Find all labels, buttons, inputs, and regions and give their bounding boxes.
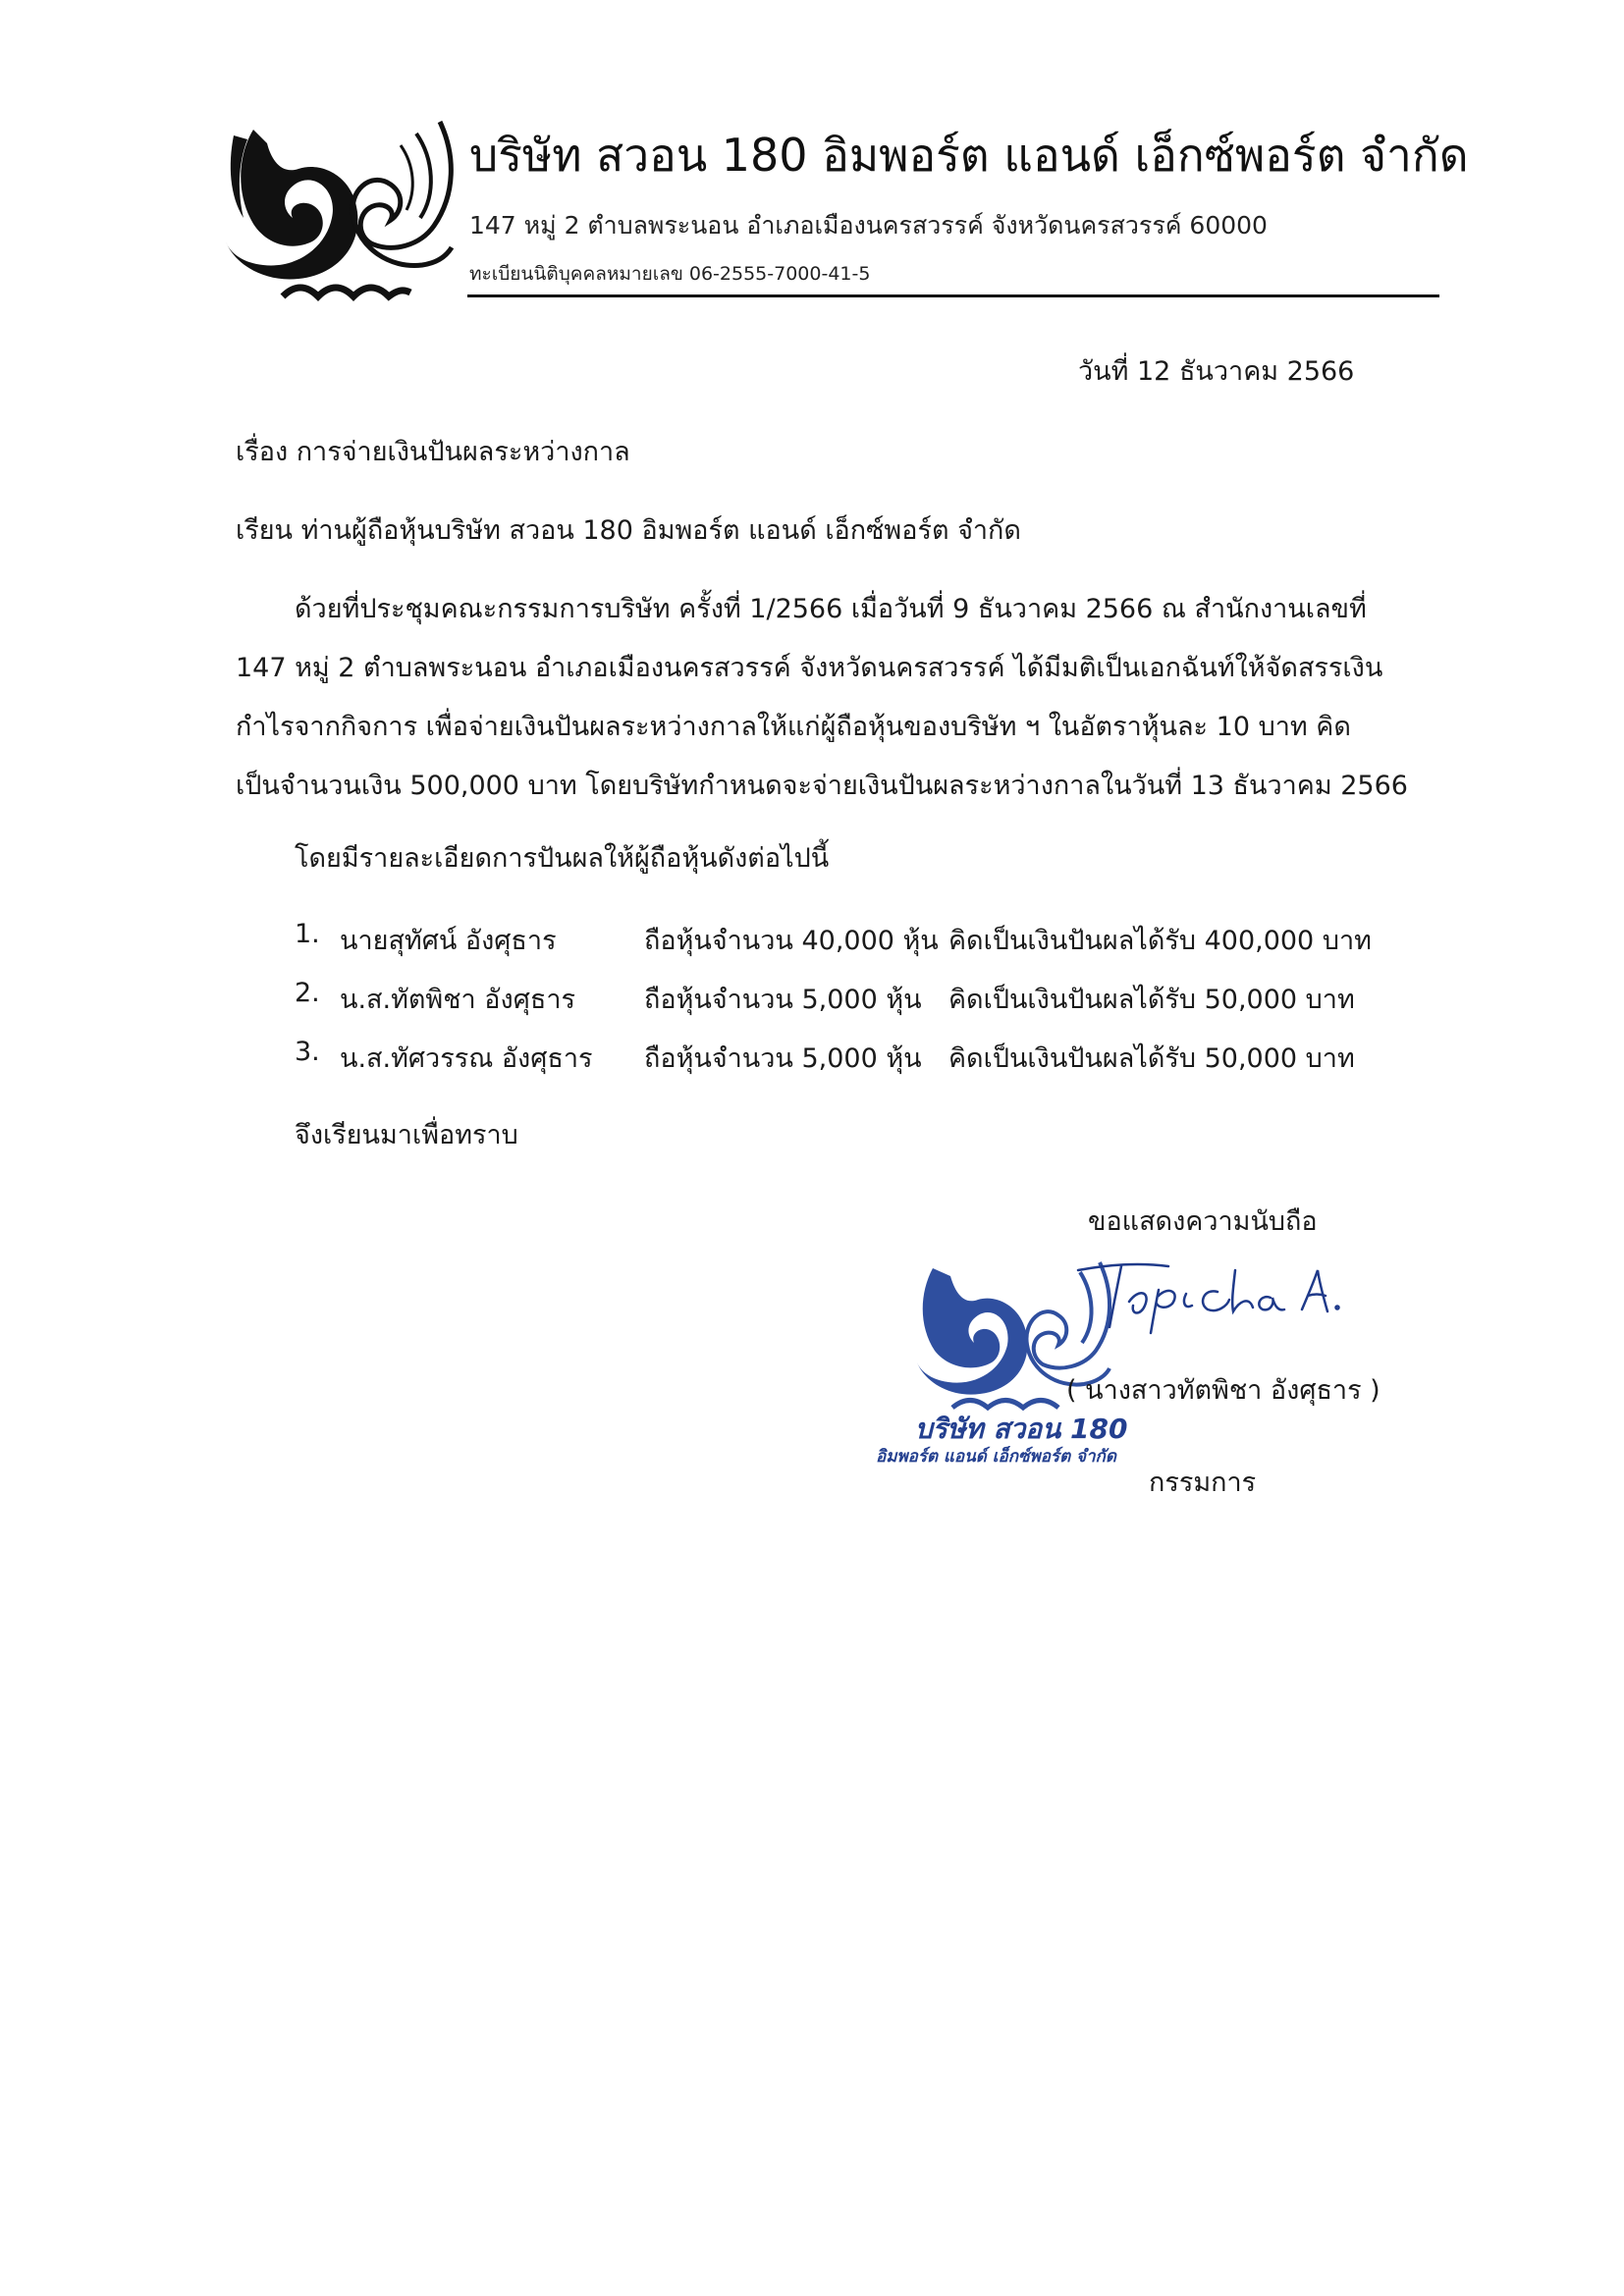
paragraph-line: 147 หมู่ 2 ตำบลพระนอน อำเภอเมืองนครสวรรค์ จังหวัดนครสวรรค์ ได้มีมติเป็นเอกฉันท์ให้จัดสรรเงิน [236, 653, 1383, 683]
shareholder-dividend: คิดเป็นเงินปันผลได้รับ 50,000 บาท [948, 985, 1355, 1015]
letter-date: วันที่ 12 ธันวาคม 2566 [1078, 356, 1355, 387]
letter-salutation: เรียน ท่านผู้ถือหุ้นบริษัท สวอน 180 อิมพอร์ต แอนด์ เอ็กซ์พอร์ต จำกัด [236, 515, 1021, 546]
paragraph-line: ด้วยที่ประชุมคณะกรรมการบริษัท ครั้งที่ 1/2566 เมื่อวันที่ 9 ธันวาคม 2566 ณ สำนักงานเลขที่ [295, 594, 1367, 624]
header-divider [467, 294, 1439, 297]
stamp-company-name: บริษัท สวอน 180 [915, 1413, 1128, 1445]
letter-subject: เรื่อง การจ่ายเงินปันผลระหว่างกาล [236, 437, 630, 467]
shareholder-name: น.ส.ทัตพิชา อังศุธาร [340, 985, 575, 1015]
signer-position: กรรมการ [1149, 1468, 1257, 1498]
shareholder-dividend: คิดเป็นเงินปันผลได้รับ 400,000 บาท [948, 926, 1372, 956]
shareholder-dividend: คิดเป็นเงินปันผลได้รับ 50,000 บาท [948, 1043, 1355, 1074]
shareholder-list-intro: โดยมีรายละเอียดการปันผลให้ผู้ถือหุ้นดังต่อไปนี้ [295, 843, 830, 874]
company-address: 147 หมู่ 2 ตำบลพระนอน อำเภอเมืองนครสวรรค์ จังหวัดนครสวรรค์ 60000 [469, 211, 1268, 240]
closing-line: จึงเรียนมาเพื่อทราบ [295, 1120, 518, 1150]
shareholder-number: 3. [295, 1037, 320, 1067]
stamp-company-subtitle: อิมพอร์ต แอนด์ เอ็กซ์พอร์ต จำกัด [876, 1447, 1116, 1467]
paragraph-line: กำไรจากกิจการ เพื่อจ่ายเงินปันผลระหว่างกาลให้แก่ผู้ถือหุ้นของบริษัท ฯ ในอัตราหุ้นละ 10 บาท คิด [236, 712, 1351, 742]
shareholder-shares: ถือหุ้นจำนวน 40,000 หุ้น [644, 926, 939, 956]
signature-icon [1070, 1256, 1345, 1345]
shareholder-shares: ถือหุ้นจำนวน 5,000 หุ้น [644, 985, 922, 1015]
shareholder-name: นายสุทัศน์ อังศุธาร [340, 926, 557, 956]
shareholder-number: 1. [295, 919, 320, 949]
swan-logo-icon [224, 116, 456, 310]
signer-name: ( นางสาวทัตพิชา อังศุธาร ) [1066, 1375, 1380, 1406]
company-registration: ทะเบียนนิติบุคคลหมายเลข 06-2555-7000-41-5 [469, 263, 871, 285]
company-name: บริษัท สวอน 180 อิมพอร์ต แอนด์ เอ็กซ์พอร์ต จำกัด [469, 129, 1469, 182]
shareholder-shares: ถือหุ้นจำนวน 5,000 หุ้น [644, 1043, 922, 1074]
regards-line: ขอแสดงความนับถือ [1088, 1206, 1318, 1237]
paragraph-line: เป็นจำนวนเงิน 500,000 บาท โดยบริษัทกำหนดจะจ่ายเงินปันผลระหว่างกาลในวันที่ 13 ธันวาคม 2566 [236, 771, 1408, 801]
shareholder-number: 2. [295, 978, 320, 1008]
shareholder-name: น.ส.ทัศวรรณ อังศุธาร [340, 1043, 593, 1074]
